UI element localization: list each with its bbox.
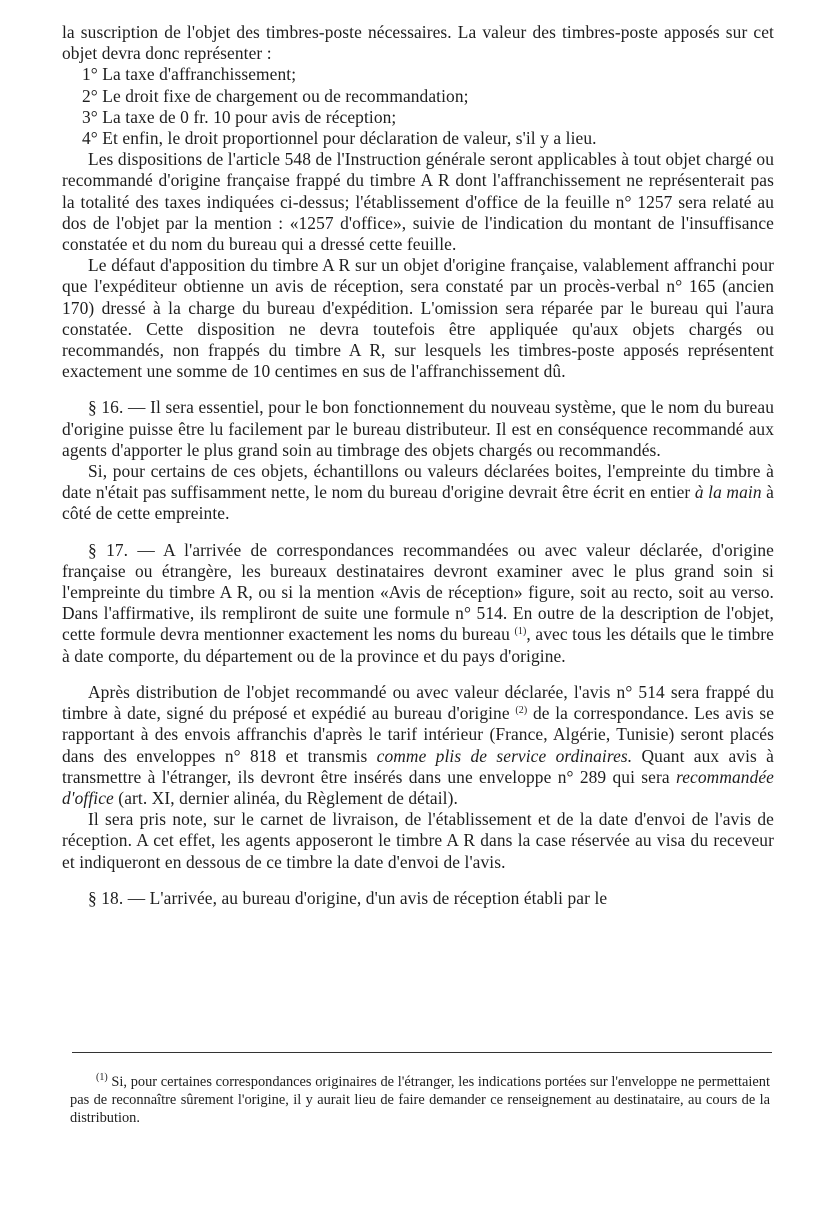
footnote <box>70 1073 770 1127</box>
section-17-text-a: § 17. — A l'arrivée de correspondances recommandées ou avec valeur déclarée, d'origine française ou étrangère, les bureaux destinataires devront examiner avec le plus grand soin si l'empreinte du timbre A R, ou si la mention «Avis de réception» figure, soit au recto, soit au verso. Dans l'affirmative, ils rempliront de suite une formule n° 514. En outre de la description de l'objet, cette formule devra mentionner exactement les noms du bureau <box>62 539 774 645</box>
apres-italic-a: comme plis de service ordinaires. <box>376 745 633 766</box>
list-item-4: 4° Et enfin, le droit proportionnel pour déclaration de valeur, s'il y a lieu. <box>82 128 597 149</box>
apres-text-a: Après distribution de l'objet recommandé ou avec valeur déclarée, l'avis n° 514 sera frappé du timbre à date, signé du préposé et expédié au bureau d'origine <box>62 681 774 724</box>
footnote-ref-2: (2) <box>515 705 528 717</box>
list-item-3: 3° La taxe de 0 fr. 10 pour avis de réception; <box>82 106 397 127</box>
empreinte-italic: à la main <box>694 482 762 503</box>
apres-text-d: (art. XI, dernier alinéa, du Règlement de détail). <box>118 787 458 808</box>
footnote-divider <box>72 1052 772 1053</box>
paragraph-article-548: Les dispositions de l'article 548 de l'Instruction générale seront applicables à tout objet chargé ou recommandé d'origine française frappé du timbre A R dont l'affranchissement ne représenterait pas la totalité des taxes indiquées ci-dessus; l'établissement d'office de la feuille n° 1257 sera relaté au dos de l'objet par la mention : «1257 d'office», suivie de l'indication du montant de l'insuffisance constatée et du nom du bureau qui a dressé cette feuille. <box>62 149 774 255</box>
footnote-marker: (1) <box>96 1072 108 1083</box>
footnote-ref-1: (1) <box>514 626 527 638</box>
paragraph-empreinte <box>62 461 774 525</box>
paragraph-defaut-apposition: Le défaut d'apposition du timbre A R sur un objet d'origine française, valablement affranchi pour que l'expéditeur obtienne un avis de réception, sera constaté par un procès-verbal n° 165 (ancien 170) dressé à la charge du bureau d'expédition. L'omission sera réparée par le bureau qui l'aura constatée. Cette disposition ne devra toutefois être appliquée qu'aux objets chargés ou recommandés, non frappés du timbre A R, sur lesquels les timbres-poste apposés représentent exactement une somme de 10 centimes en sus de l'affranchissement dû. <box>62 255 774 382</box>
paragraph-carnet: Il sera pris note, sur le carnet de livraison, de l'établissement et de la date d'envoi de l'avis de réception. A cet effet, les agents apposeront le timbre A R dans la case réservée au visa du receveur et indiqueront en dessous de ce timbre la date d'envoi de l'avis. <box>62 809 774 872</box>
apres-italic-b: recommandée d'office <box>62 766 774 808</box>
paragraph-apres-distribution <box>62 682 774 809</box>
paragraph-continuation: la suscription de l'objet des timbres-poste nécessaires. La valeur des timbres-poste apposés sur cet objet devra donc représenter : <box>62 22 774 64</box>
empreinte-text-a: Si, pour certains de ces objets, échantillons ou valeurs déclarées boites, l'empreinte du timbre à date n'était pas suffisamment nette, le nom du bureau d'origine devrait être écrit en entier <box>62 461 774 503</box>
section-18: § 18. — L'arrivée, au bureau d'origine, d'un avis de réception établi par le <box>88 887 608 908</box>
footnote-text: Si, pour certaines correspondances originaires de l'étranger, les indications portées sur l'enveloppe ne permettaient pas de reconnaître sûrement l'origine, il y aurait lieu de faire demander ce renseignement au destinataire, au cours de la distribution. <box>70 1074 770 1126</box>
section-17 <box>62 540 774 667</box>
section-17-text-b: , avec tous les détails que le timbre à date comporte, du département ou de la province et du pays d'origine. <box>62 624 775 666</box>
body-text <box>62 22 774 909</box>
list-item-2: 2° Le droit fixe de chargement ou de recommandation; <box>82 85 469 106</box>
section-16: § 16. — Il sera essentiel, pour le bon fonctionnement du nouveau système, que le nom du bureau d'origine puisse être lu facilement par le bureau distributeur. Il est en conséquence recommandé aux agents d'apporter le plus grand soin au timbrage des objets chargés ou recommandés. <box>62 397 774 460</box>
empreinte-text-b: à côté de cette empreinte. <box>62 482 774 524</box>
apres-text-b: de la correspondance. Les avis se rapportant à des envois affranchis d'après le tarif intérieur (France, Algérie, Tunisie) seront placés dans des enveloppes n° 818 et transmis <box>62 703 775 766</box>
apres-text-c: Quant aux avis à transmettre à l'étranger, ils devront être insérés dans une enveloppe n° 289 qui sera <box>62 745 774 787</box>
list-item-1: 1° La taxe d'affranchissement; <box>82 64 297 85</box>
footnote-paragraph <box>70 1073 770 1127</box>
